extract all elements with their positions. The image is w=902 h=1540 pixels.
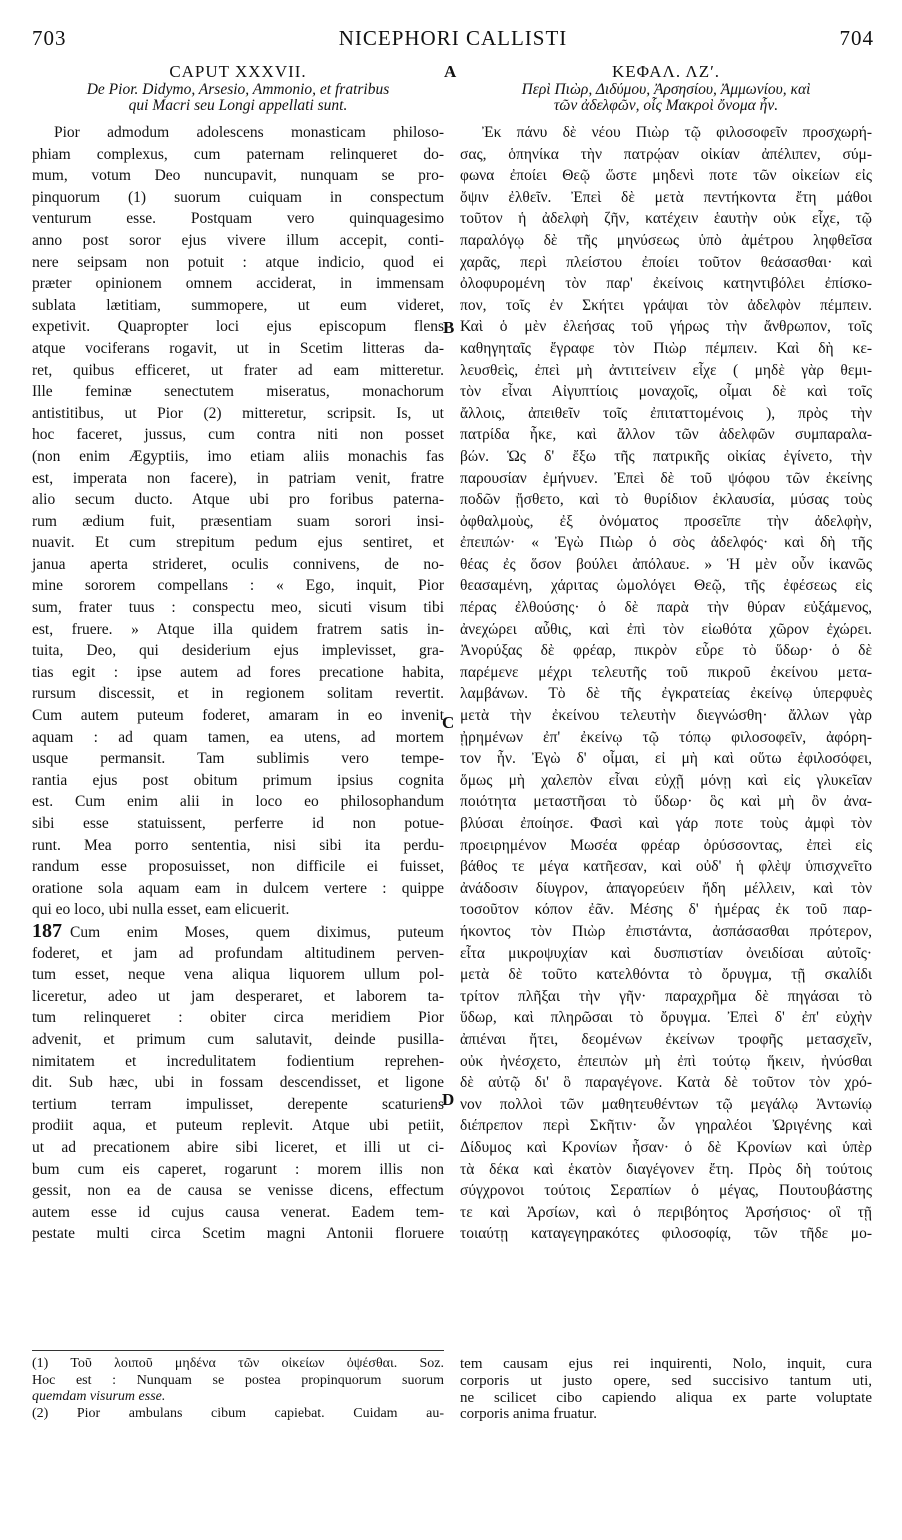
page-number-right: 704 [839,26,874,50]
greek-text-line: δὲ αὐτῷ δι' ὃ παραγέγονε. Κατὰ δὲ τοῦτον τὸν χρό- [460,1074,872,1092]
latin-text-line: liceretur, adeo ut jam desperaret, et laborem ta- [32,987,444,1005]
latin-text-line: est, imperata non facere), in patriam venit, fratre [32,469,444,487]
latin-text-line: sibi esse statuissent, perferre id non potue- [32,815,444,832]
greek-chapter-subtitle [460,82,872,114]
latin-column [32,62,444,1243]
latin-text-line: (non enim Ægyptiis, imo etiam aliis monachis fas [32,447,444,465]
latin-text-line: usque permansit. Tam sublimis vero tempe- [32,750,444,768]
latin-text-line: sum, frater tuus : conspectu meo, sicuti visum tibi [32,599,444,617]
greek-text-line: ὀλοφυρομένη τὸν παρ' ἐκείνοις κατηντιβόλει ἐπίσκο- [460,275,872,293]
footnote-line: Hoc est : Nunquam se postea propinquorum suorum [32,1372,444,1388]
latin-text-line: oratione sola aquam eam in dulcem vertere : quippe [32,879,444,897]
greek-text-line: θεασαμένη, χάριτας ὡμολόγει Θεῷ, τῆς ἐφέσεως εἰς [460,577,872,595]
latin-text-line: Ille feminæ senectutem miseratus, monachorum [32,383,444,401]
latin-text-line: foderet, et jam ad profundam altitudinem perven- [32,944,444,962]
greek-text-line: τοῦτον ἡ ἀδελφὴ ζῆν, κατέχειν ἑαυτὴν οὐκ εἶχε, τῷ [460,210,872,228]
latin-text-line: mum, votum Deo nuncupavit, nunquam se pro- [32,167,444,185]
latin-body-text [32,122,444,1245]
greek-text-line: Δίδυμος καὶ Κρονίων ἦσαν· ὁ δὲ Κρονίων καὶ ὑπὲρ [460,1138,872,1156]
greek-text-line: ἐπειπών· « Ἐγὼ Πιὼρ ὁ σὸς ἀδελφός· καὶ δὴ τῆς [460,534,872,552]
latin-text-line: ut ad precationem abire sibi liceret, et illi ut ci- [32,1138,444,1156]
greek-text-line: φωνα ἐποίει Θεῷ ὥστε μηδενὶ ποτε τῶν οἰκείων εἰς [460,167,872,185]
latin-text-line: Pior admodum adolescens monasticam philoso- [54,124,444,141]
greek-text-line: ὕδωρ, καὶ πληρῶσαι τὸ ὄρυγμα. Ἐπεὶ δ' ἐπ' εὐχὴν [460,1009,872,1027]
greek-text-line: σύγχρονοι τούτοις Σεραπίων ὁ μέγας, Πουτουβάστης [460,1182,872,1200]
latin-text-line-content: Cum enim Moses, quem diximus, puteum [70,923,444,941]
latin-text-line: nuavit. Et cum strepitum pedum ejus sentiret, et [32,534,444,552]
footnote-rule [32,1350,444,1351]
latin-text-line: phiam complexus, cum paternam relinqueret do- [32,145,444,163]
greek-text-line: λαμβάνων. Τὸ δὲ τῆς ἐγκρατείας ἐκείνῳ ὑπερφυὲς [460,685,872,703]
latin-text-line: mine sororem compellans : « Ego, inquit, Pior [32,577,444,595]
latin-text-line: tum relinqueret : obiter circa meridiem Pior [32,1009,444,1027]
greek-text-line: πέρας ἐλθούσης· ὁ δὲ παρὰ τὴν θύραν εὐξάμενος, [460,599,872,617]
greek-text-line: βλύσαι ἐποίησε. Φασὶ καὶ γάρ ποτε τοὺς ἀμφὶ τὸν [460,815,872,832]
latin-text-line: aquam : ad quam tamen, ea utens, ad mortem [32,728,444,746]
latin-text-line: nimitatem et incredulitatem fodientium reprehen- [32,1052,444,1070]
greek-text-line: ὅμως μὴ χαλεπὸν εἶναι εὐχῇ μόνῃ καὶ εἰς γλυκεῖαν [460,771,872,789]
latin-text-line: pinquorum (1) suorum cuiquam in conspectum [32,188,444,206]
latin-text-line: prodiit aqua, et puteum replevit. Atque ubi petiit, [32,1117,444,1135]
greek-text-line: πον, τοῖς ἐν Σκήτει γράψαι τὸν ἀδελφὸν πέμπειν. [460,296,872,314]
section-letter-d: D [442,1090,455,1109]
latin-text-line: Cum autem puteum foderet, amaram in eo invenit [32,707,444,725]
latin-text-line: est, fruere. » Atque illa quidem fratrem satis in- [32,620,444,638]
greek-text-line: Ἀνορύξας δὲ φρέαρ, πικρὸν εὗρε τὸ ὕδωρ· ὁ δὲ [460,642,872,660]
greek-text-line: παρουσίαν ἐμήνυεν. Ἐπεὶ δὲ τοῦ ψόφου τῶν ἐκείνης [460,469,872,487]
greek-text-line: σας, ὁπηνίκα τὴν πατρῴαν οἰκίαν ἀπέλιπεν, σύμ- [460,145,872,163]
greek-text-line: πατρίδα ἧκε, καὶ ἄλλον τῶν ἀδελφῶν συμπαραλα- [460,426,872,444]
greek-text-line: ὀφθαλμοὺς, ἐξ ὀνόματος προσεῖπε τὴν ἀδελφὴν, [460,512,872,530]
greek-text-line: βάθος τε μέγα κατῆεσαν, καὶ οὐδ' ἡ φλὲψ ὑπισχνεῖτο [460,858,872,876]
greek-text-line: Ἐκ πάνυ δὲ νέου Πιὼρ τῷ φιλοσοφεῖν προσχωρή- [482,124,872,141]
greek-text-line: ᾐρημένων ἐπ' ἐκείνῳ τῷ τόπῳ φιλοσοφεῖν, ἀφόρη- [460,728,872,746]
greek-text-line: βών. Ὡς δ' ἔξω τῆς πατρικῆς οἰκίας ἐγίνετο, τὴν [460,447,872,465]
greek-text-line: τρίτον πλῆξαι τὴν γῆν· παραχρῆμα δὲ πηγάσαι τὸ [460,987,872,1005]
greek-text-line: ἀπιέναι ἤτει, δεομένων ἐκείνων τροφῆς μετασχεῖν, [460,1030,872,1048]
greek-text-line: λευσθεὶς, ἐπεὶ μὴ ἀντιτείνειν εἶχε ( μηδὲ γὰρ θεμι- [460,361,872,379]
greek-text-line: καθηγηταῖς ἔγραφε τὸν Πιὼρ πέμπειν. Καὶ δὴ κε- [460,339,872,357]
section-letter-c: C [442,713,455,732]
latin-subtitle-line: qui Macri seu Longi appellati sunt. [128,97,348,114]
greek-text-line: τε καὶ Ἀρσίων, καὶ ὁ περιβόητος Ἀρσήσιος· οἳ τῇ [460,1203,872,1221]
greek-text-line: προειρημένον Μωσέα φρέαρ ὀρύσσοντας, ἐπεὶ εἰς [460,836,872,854]
latin-text-line: anno post soror ejus vivere illum accepit, conti- [32,231,444,249]
latin-text-line: rantia ejus post obitum primum ipsius cognita [32,771,444,789]
latin-text-line: qui eo loco, ubi nulla esset, eam elicuerit. [32,901,290,919]
latin-text-line: rum ædium fuit, præsentiam suam sorori insi- [32,512,444,530]
greek-text-line: παρέμενε μέχρι τελευτῆς τοῦ πικροῦ ἐκείνου μετα- [460,663,872,681]
greek-text-line: ἀνεχώρει αὖθις, καὶ ἐπὶ τὸν εἰωθότα χῶρον ἐχώρει. [460,620,872,638]
greek-subtitle-line: Περὶ Πιὼρ, Διδύμου, Ἀρσησίου, Ἀμμωνίου, καὶ [521,81,811,98]
greek-body-text [460,122,872,1245]
latin-text-line: ret, quibus efficeret, ut frater ad eam mitteretur. [32,361,444,379]
continuation-line: corporis anima fruatur. [460,1406,598,1423]
latin-text-line: expetivit. Quapropter loci ejus episcopum flens [32,318,444,336]
running-title: NICEPHORI CALLISTI [338,26,568,50]
latin-text-line: alio secum ducto. Atque ubi pro foribus paterna- [32,491,444,509]
greek-text-line: τοσοῦτον κόπον ἐᾶν. Μέσης δ' ἡμέρας ἐκ τοῦ παρ- [460,901,872,919]
greek-chapter-heading: ΚΕΦΑΛ. ΛΖʹ. [611,62,721,81]
latin-text-line: tum esset, neque vena aliqua liquorem ullum pol- [32,966,444,984]
greek-text-line: ἄλλοις, ἀπειθεῖν τοῖς ἐπιταττομένοις ), πρὸς τὴν [460,404,872,422]
latin-text-line: venturum esse. Postquam vero quinquagesimo [32,210,444,228]
latin-text-line: rursum discessit, et in regionem solitam revertit. [32,685,444,703]
latin-text-line: runt. Mea porro sententia, nisi sibi ita perdu- [32,836,444,854]
latin-text-line: bum cum eis caperet, rogarunt : morem illis non [32,1160,444,1178]
greek-text-line: τὸν εἶναι Αἰγυπτίοις μοναχοῖς, οἶμαι δὲ καὶ τοῖς [460,383,872,401]
greek-text-line: μετὰ δὲ τοῦτο κατελθόντα τὸ ὄρυγμα, τῇ σκαλίδι [460,966,872,984]
page-header [32,26,874,56]
latin-text-line: janua aperta strideret, oculis connivens, de no- [32,555,444,573]
latin-chapter-heading: CAPUT XXXVII. [169,62,307,81]
greek-text-line: τὰ δέκα καὶ ἑκατὸν διαγέγονεν ἔτη. Πρὸς δὴ τούτοις [460,1160,872,1178]
latin-text-line: dit. Sub hæc, ubi in fossam descendisset, et ligone [32,1074,444,1092]
greek-text-line: παραλόγῳ δὲ τῆς μηνύσεως ὑπὸ ἀμέτρου ληφθεῖσα [460,231,872,249]
greek-text-line: ποιότητα μεταστῆσαι τὸ ὕδωρ· ὃς καὶ μὴ ὂν ἀνα- [460,793,872,811]
latin-text-line: tias egit : ipse autem ad fores precatione habita, [32,663,444,681]
footnote-line: (1) Τοῦ λοιποῦ μηδένα τῶν οἰκείων ὀψέσθαι. Soz. [32,1356,444,1371]
greek-text-line: τοιαύτῃ καταγεγηρακότες φιλοσοφίᾳ, τῶν τῆδε μο- [460,1225,872,1243]
greek-text-line: Καὶ ὁ μὲν ἐλεήσας τοῦ γήρως τὴν ἄνθρωπον, τοῖς [460,318,872,336]
section-letter-b: B [443,318,455,337]
continuation-line: corporis ut justo opere, sed succisivo tantum uti, [460,1372,872,1389]
footnote-line: quemdam visurum esse. [32,1389,166,1404]
latin-text-line: tertium terram impulisset, derepente scaturiens [32,1095,444,1113]
footnote-continuation [460,1356,872,1423]
greek-text-line: διέπρεπον περὶ Σκῆτιν· ὧν γηραλέοι Ὠριγένης καὶ [460,1117,872,1135]
latin-text-line: autem esse id cujus causa venerat. Eadem tem- [32,1203,444,1221]
greek-text-line: τον ἦν. Ἐγὼ δ' οἶμαι, εἰ μὴ καὶ οὕτω ἐφιλοσόφει, [460,750,872,768]
latin-text-line: præter opinionem omnem acciderat, in immensam [32,275,444,293]
latin-text-line: tuita, Deo, qui desiderium ejus implevisset, gra- [32,642,444,660]
greek-text-line: ποδῶν ᾔσθετο, καὶ τὸ θυρίδιον ἐκλαυσία, μύσας τοὺς [460,491,872,509]
latin-text-line: advenit, et primum cum salutavit, deinde pusilla- [32,1030,444,1048]
latin-text-line [32,921,444,943]
latin-text-line: sublata lætitiam, summopere, ut eum videret, [32,296,444,314]
continuation-line: tem causam ejus rei inquirenti, Nolo, inquit, cura [460,1356,872,1372]
latin-text-line: nere seipsam non potuit : atque indicio, quod ei [32,253,444,271]
latin-text-line: hoc faceret, jussus, cum contra niti non posset [32,426,444,444]
section-letter-a: A [444,62,457,81]
greek-text-line: ἀνάδοσιν δίυγρον, ἀπαγορεύειν ἤδη μέλλειν, καὶ τὸν [460,879,872,897]
greek-text-line: ήκοντος τὸν Πιὼρ ἐπιστάντα, ἀσπάσασθαι πρότερον, [460,922,872,940]
greek-text-line: θέας ἐς ὅσον βούλει ἀπόλαυε. » Ἡ μὲν οὖν ἱκανῶς [460,555,872,573]
greek-subtitle-line: τῶν ἀδελφῶν, οἷς Μακροὶ ὄνομα ἦν. [553,97,779,114]
footnote-line: (2) Pior ambulans cibum capiebat. Cuidam au- [32,1405,444,1421]
greek-text-line: εἶτα μικροψυχίαν καὶ δυσπιστίαν ὀνειδίσαι αὐτοῖς· [460,944,872,962]
greek-text-line: χαρᾶς, περὶ πλείστου ἐποίει τοῦτον θεάσασθαι· καὶ [460,253,872,271]
greek-text-line: μετὰ τὴν ἐκείνου τελευτὴν διεγνώσθη· ἄλλων γὰρ [460,707,872,725]
footnotes [32,1356,444,1422]
latin-text-line: randum esse proposuisset, non difficile ei fuisset, [32,858,444,876]
latin-text-line: gessit, non ea de causa se venisse dicens, effectum [32,1182,444,1200]
greek-text-line: οὐκ ἠνέσχετο, ἐπειπὼν μὴ ἐπὶ τούτῳ ἥκειν, ἠνύσθαι [460,1052,872,1070]
continuation-line: ne scilicet cibo capiendo aliqua ex parte voluptate [460,1389,872,1406]
column-number-marker: 187 [32,919,62,942]
latin-subtitle-line: De Pior. Didymo, Arsesio, Ammonio, et fratribus [86,81,390,98]
greek-text-line: νον πολλοὶ τῶν μαθητευθέντων τῷ μεγάλῳ Ἀντωνίῳ [460,1095,872,1113]
page-number-left: 703 [32,26,67,50]
greek-column [460,62,872,1243]
latin-text-line: antistitibus, ut Pior (2) mitteretur, scripsit. Is, ut [32,404,444,422]
latin-chapter-subtitle [32,82,444,114]
latin-text-line: pestate multi circa Scetim magni Antonii floruere [32,1225,444,1243]
greek-text-line: ὄψιν ἐλθεῖν. Ἐπεὶ δὲ μετὰ πεντήκοντα ἔτη μάθοι [460,188,872,206]
latin-text-line: atque vociferans rogavit, ut in Scetim litteras da- [32,339,444,357]
latin-text-line: est. Cum enim alii in loco eo philosophandum [32,793,444,811]
